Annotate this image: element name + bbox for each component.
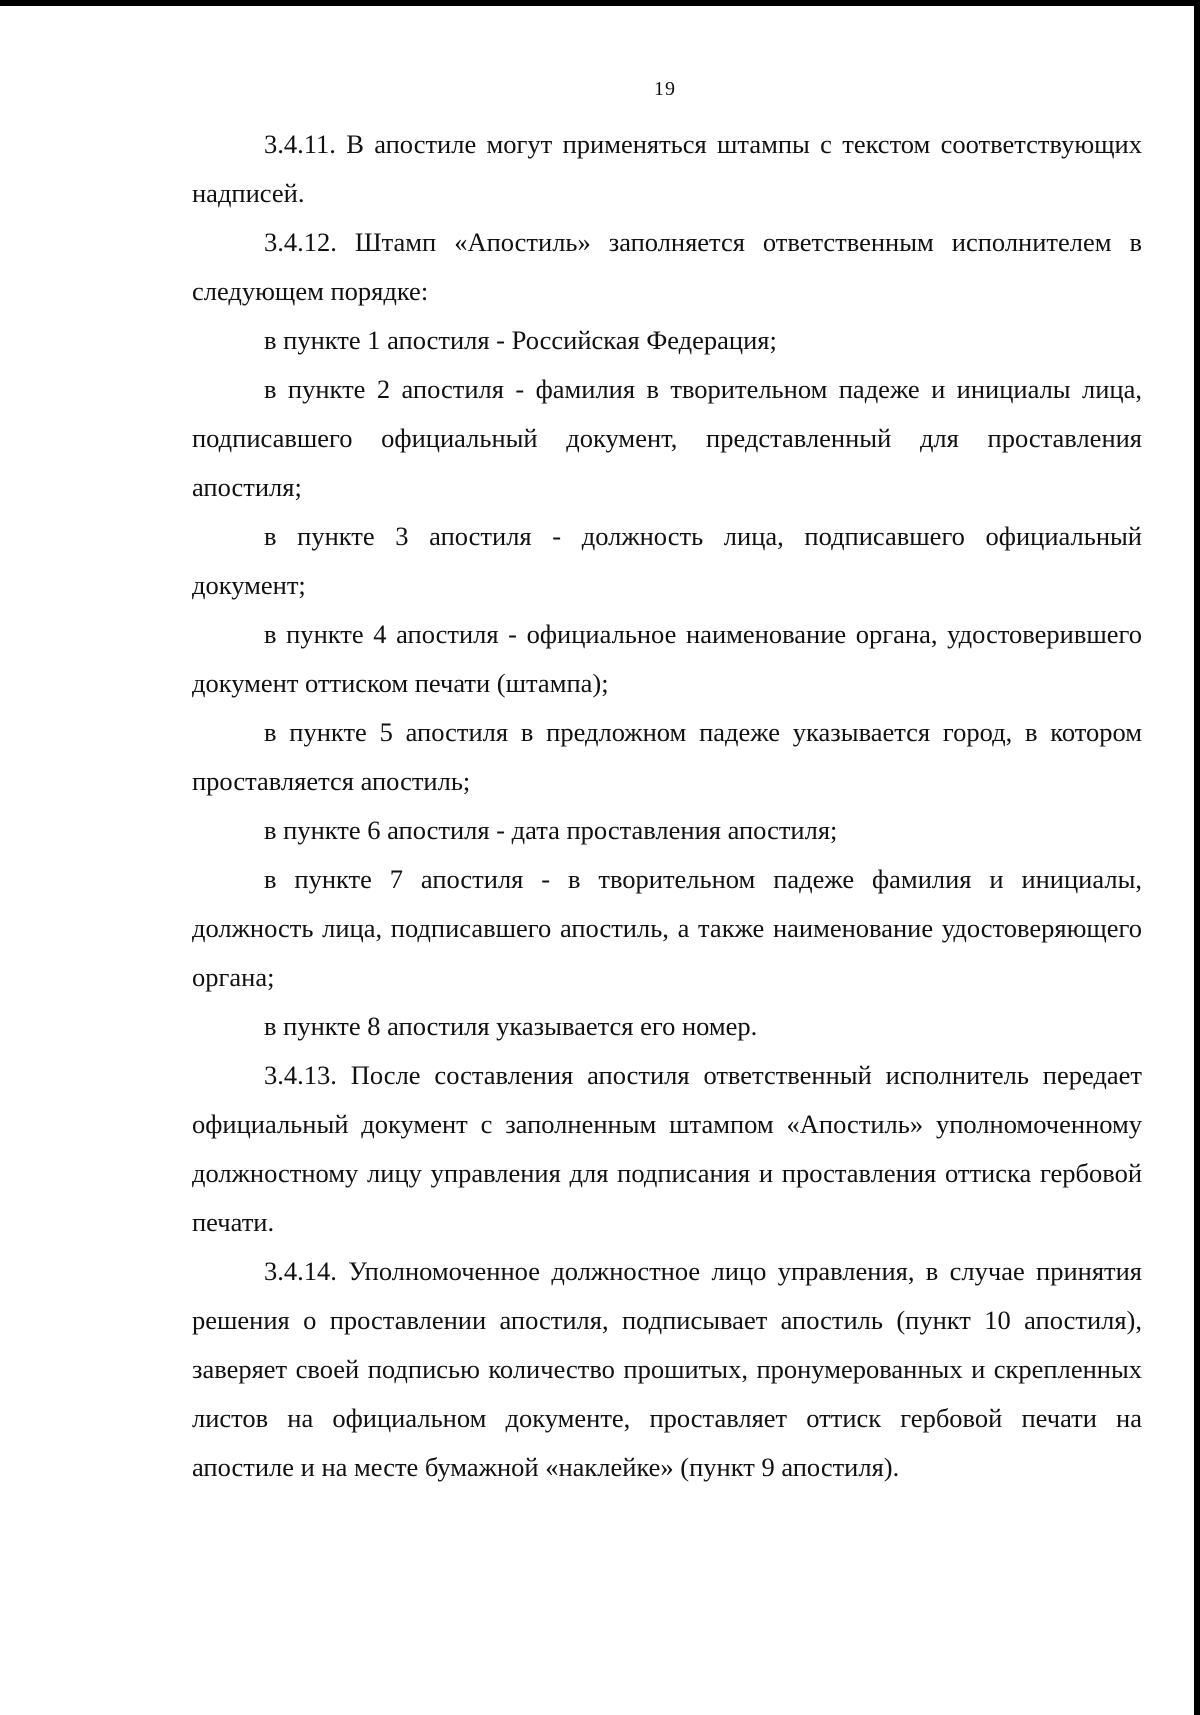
list-item-point-7: в пункте 7 апостиля - в творительном падеже фамилия и инициалы, должность лица, подписавшего апостиль, а также наименование удостоверяющего органа;	[192, 864, 1142, 992]
list-item-point-2: в пункте 2 апостиля - фамилия в творительном падеже и инициалы лица, подписавшего официальный документ, представленный для проставления апостиля;	[192, 374, 1142, 502]
scan-border-top	[0, 0, 1200, 6]
paragraph-3-4-13: 3.4.13. После составления апостиля ответственный исполнитель передает официальный документ с заполненным штампом «Апостиль» уполномоченному должностному лицу управления для подписания и проставления оттиска гербовой печати.	[192, 1060, 1142, 1237]
list-item-point-5: в пункте 5 апостиля в предложном падеже указывается город, в котором проставляется апостиль;	[192, 717, 1142, 796]
list-item-point-3: в пункте 3 апостиля - должность лица, подписавшего официальный документ;	[192, 521, 1142, 600]
paragraph-3-4-12: 3.4.12. Штамп «Апостиль» заполняется ответственным исполнителем в следующем порядке:	[192, 227, 1142, 306]
scan-border-right	[1194, 0, 1200, 1715]
list-item-point-8: в пункте 8 апостиля указывается его номер.	[264, 1011, 758, 1041]
page-number: 19	[654, 78, 676, 100]
list-item-point-6: в пункте 6 апостиля - дата проставления апостиля;	[264, 815, 838, 845]
paragraph-3-4-11: 3.4.11. В апостиле могут применяться штампы с текстом соответствующих надписей.	[192, 129, 1142, 208]
list-item-point-1: в пункте 1 апостиля - Российская Федерация;	[264, 325, 777, 355]
paragraph-3-4-14: 3.4.14. Уполномоченное должностное лицо управления, в случае принятия решения о проставлении апостиля, подписывает апостиль (пункт 10 апостиля), заверяет своей подписью количество прошитых, пронумерованных и скрепленных листов на официальном документе, проставляет оттиск гербовой печати на апостиле и на месте бумажной «наклейке» (пункт 9 апостиля).	[192, 1256, 1142, 1482]
body-text	[192, 120, 1142, 1492]
list-item-point-4: в пункте 4 апостиля - официальное наименование органа, удостоверившего документ оттиском печати (штампа);	[192, 619, 1142, 698]
